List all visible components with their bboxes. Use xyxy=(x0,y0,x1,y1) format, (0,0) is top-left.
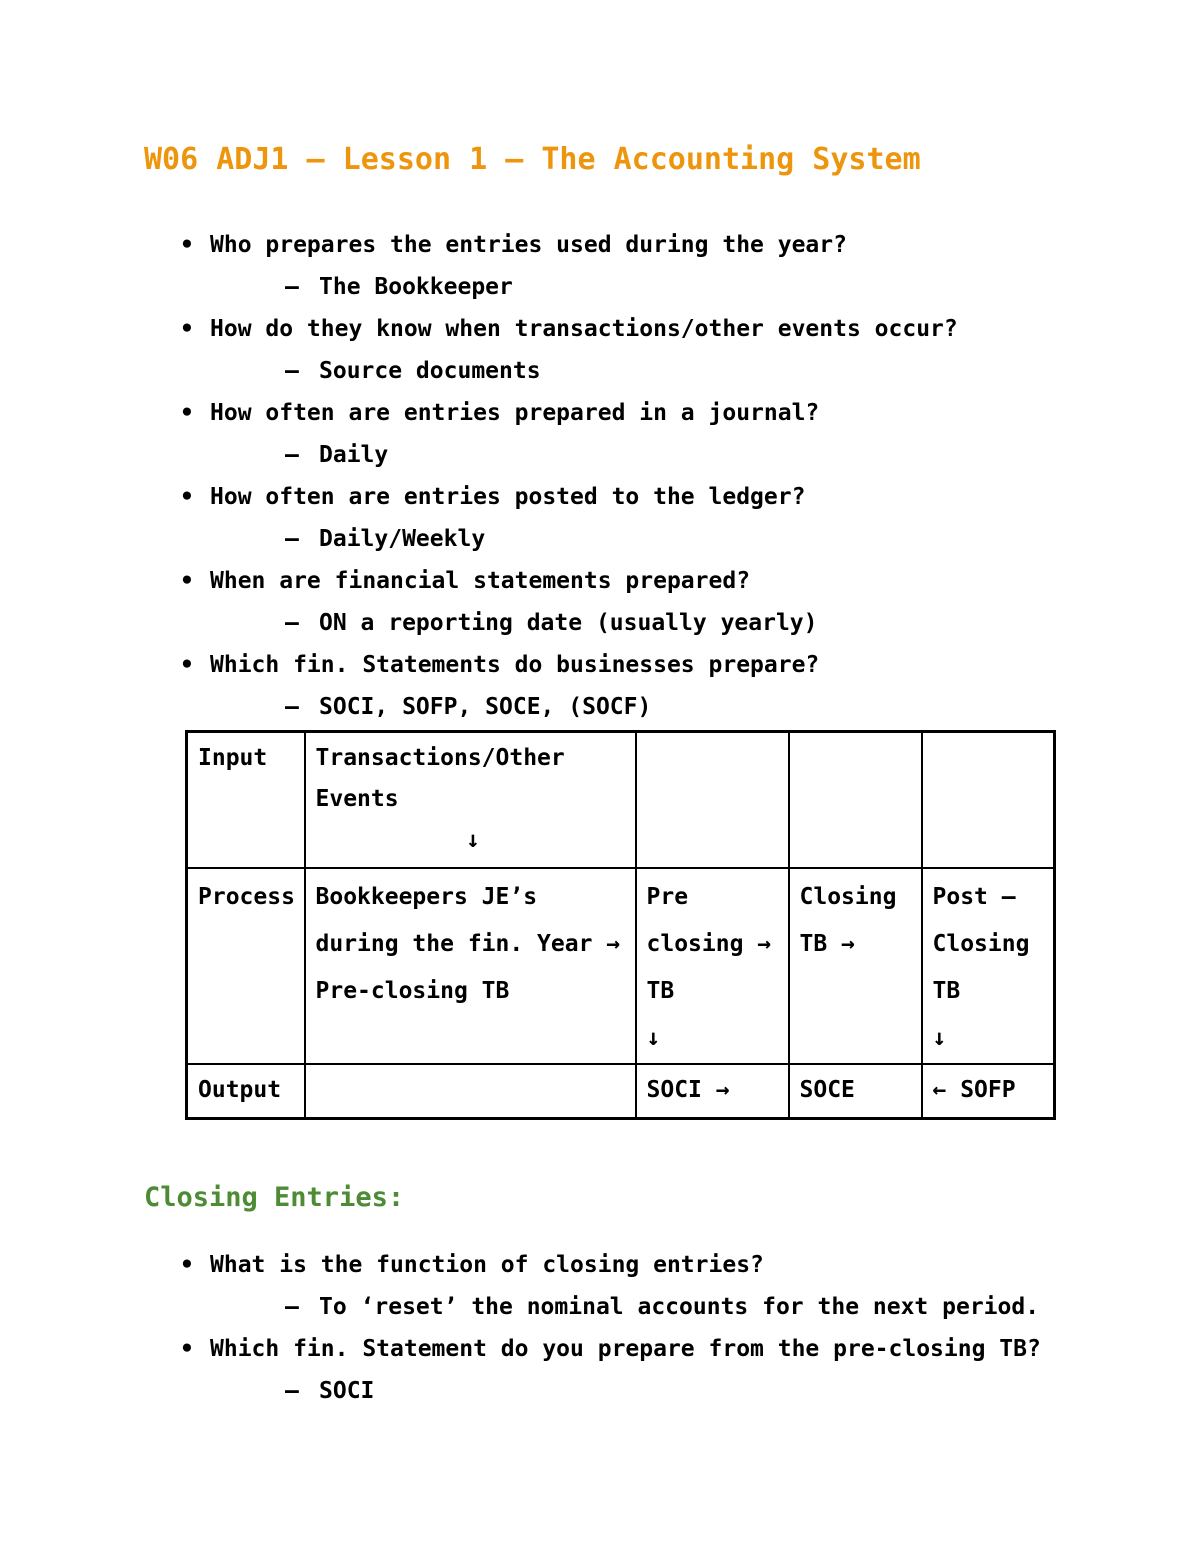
cell-output-soce xyxy=(789,1064,922,1119)
cell-text: Pre xyxy=(646,883,689,910)
cell-input-label xyxy=(187,732,305,868)
dash-marker: – xyxy=(285,358,299,384)
answer-line xyxy=(144,434,1100,476)
cell-output-label xyxy=(187,1064,305,1119)
cell-input-transactions xyxy=(305,732,636,868)
cell-process-closing xyxy=(789,868,922,1064)
cell-process-bookkeepers xyxy=(305,868,636,1064)
cell-output-empty xyxy=(305,1064,636,1119)
cell-process-post-closing xyxy=(922,868,1055,1064)
cell-input-empty-1 xyxy=(636,732,789,868)
cell-text: Bookkeepers JE’s xyxy=(315,883,538,910)
closing-entries-heading: Closing Entries: xyxy=(144,1182,405,1213)
down-arrow-icon: ↓ xyxy=(932,1024,947,1051)
answer-line xyxy=(144,266,1100,308)
page-title: W06 ADJ1 – Lesson 1 – The Accounting System xyxy=(144,142,921,177)
cell-text: Post – xyxy=(932,883,1016,910)
row-label: Output xyxy=(198,1076,282,1103)
answer-text: SOCI xyxy=(319,1378,375,1404)
row-label: Input xyxy=(198,745,268,771)
cell-text: SOCI → xyxy=(646,1076,730,1103)
answer-text: Daily xyxy=(319,442,389,468)
qa-item xyxy=(144,392,1100,476)
question-line xyxy=(144,644,1100,686)
dash-marker: – xyxy=(285,526,299,552)
cell-text: TB xyxy=(646,977,675,1004)
question-line xyxy=(144,308,1100,350)
answer-line xyxy=(144,1286,1100,1328)
answer-line xyxy=(144,1370,1100,1412)
qa-item xyxy=(144,224,1100,308)
answer-line xyxy=(144,518,1100,560)
cell-input-empty-2 xyxy=(789,732,922,868)
cell-process-label xyxy=(187,868,305,1064)
bullet-marker: • xyxy=(180,1252,194,1278)
question-line xyxy=(144,476,1100,518)
dash-marker: – xyxy=(285,442,299,468)
qa-item xyxy=(144,1244,1100,1328)
question-text: How do they know when transactions/other events occur? xyxy=(210,316,958,342)
bullet-marker: • xyxy=(180,316,194,342)
answer-text: ON a reporting date (usually yearly) xyxy=(319,610,818,636)
cell-text: closing → xyxy=(646,930,772,957)
cell-text: during the fin. Year → xyxy=(315,930,621,957)
down-arrow-icon: ↓ xyxy=(646,1024,661,1051)
question-line xyxy=(144,1244,1100,1286)
question-text: Who prepares the entries used during the year? xyxy=(210,232,847,258)
answer-text: To ‘reset’ the nominal accounts for the next period. xyxy=(319,1294,1040,1320)
question-line xyxy=(144,224,1100,266)
bullet-marker: • xyxy=(180,1336,194,1362)
question-line xyxy=(144,560,1100,602)
answer-text: Source documents xyxy=(319,358,541,384)
cell-text: SOCE xyxy=(799,1076,855,1103)
cell-text: Transactions/Other xyxy=(315,745,565,771)
dash-marker: – xyxy=(285,274,299,300)
cell-input-empty-3 xyxy=(922,732,1055,868)
table-row-input xyxy=(187,732,1055,868)
question-text: Which fin. Statement do you prepare from the pre-closing TB? xyxy=(210,1336,1041,1362)
qa-item xyxy=(144,308,1100,392)
qa-item xyxy=(144,560,1100,644)
answer-text: SOCI, SOFP, SOCE, (SOCF) xyxy=(319,694,652,720)
bullet-marker: • xyxy=(180,232,194,258)
bullet-marker: • xyxy=(180,400,194,426)
question-line xyxy=(144,392,1100,434)
question-text: How often are entries prepared in a journal? xyxy=(210,400,820,426)
question-text: Which fin. Statements do businesses prepare? xyxy=(210,652,820,678)
qa-item xyxy=(144,476,1100,560)
dash-marker: – xyxy=(285,1378,299,1404)
accounting-flow-table xyxy=(185,730,1056,1120)
dash-marker: – xyxy=(285,1294,299,1320)
table-row-output xyxy=(187,1064,1055,1119)
bullet-marker: • xyxy=(180,568,194,594)
answer-line xyxy=(144,350,1100,392)
question-text: How often are entries posted to the ledger? xyxy=(210,484,806,510)
cell-output-soci xyxy=(636,1064,789,1119)
cell-text: Events xyxy=(315,786,399,812)
bullet-marker: • xyxy=(180,484,194,510)
qa-item xyxy=(144,1328,1100,1412)
cell-text: Closing xyxy=(932,930,1030,957)
answer-line xyxy=(144,686,1100,728)
question-line xyxy=(144,1328,1100,1370)
cell-text: Closing xyxy=(799,883,897,910)
qa-list-closing-entries xyxy=(144,1244,1100,1412)
dash-marker: – xyxy=(285,610,299,636)
down-arrow-icon: ↓ xyxy=(466,827,480,853)
answer-line xyxy=(144,602,1100,644)
question-text: When are financial statements prepared? xyxy=(210,568,751,594)
row-label: Process xyxy=(198,883,295,910)
cell-text: ← SOFP xyxy=(932,1076,1016,1103)
cell-text: TB → xyxy=(799,930,855,957)
qa-list-accounting-system xyxy=(144,224,1100,728)
answer-text: Daily/Weekly xyxy=(319,526,486,552)
qa-item xyxy=(144,644,1100,728)
cell-output-sofp xyxy=(922,1064,1055,1119)
cell-process-pre-closing xyxy=(636,868,789,1064)
question-text: What is the function of closing entries? xyxy=(210,1252,764,1278)
bullet-marker: • xyxy=(180,652,194,678)
dash-marker: – xyxy=(285,694,299,720)
cell-text: Pre-closing TB xyxy=(315,977,510,1004)
answer-text: The Bookkeeper xyxy=(319,274,513,300)
table-row-process xyxy=(187,868,1055,1064)
cell-text: TB xyxy=(932,977,961,1004)
